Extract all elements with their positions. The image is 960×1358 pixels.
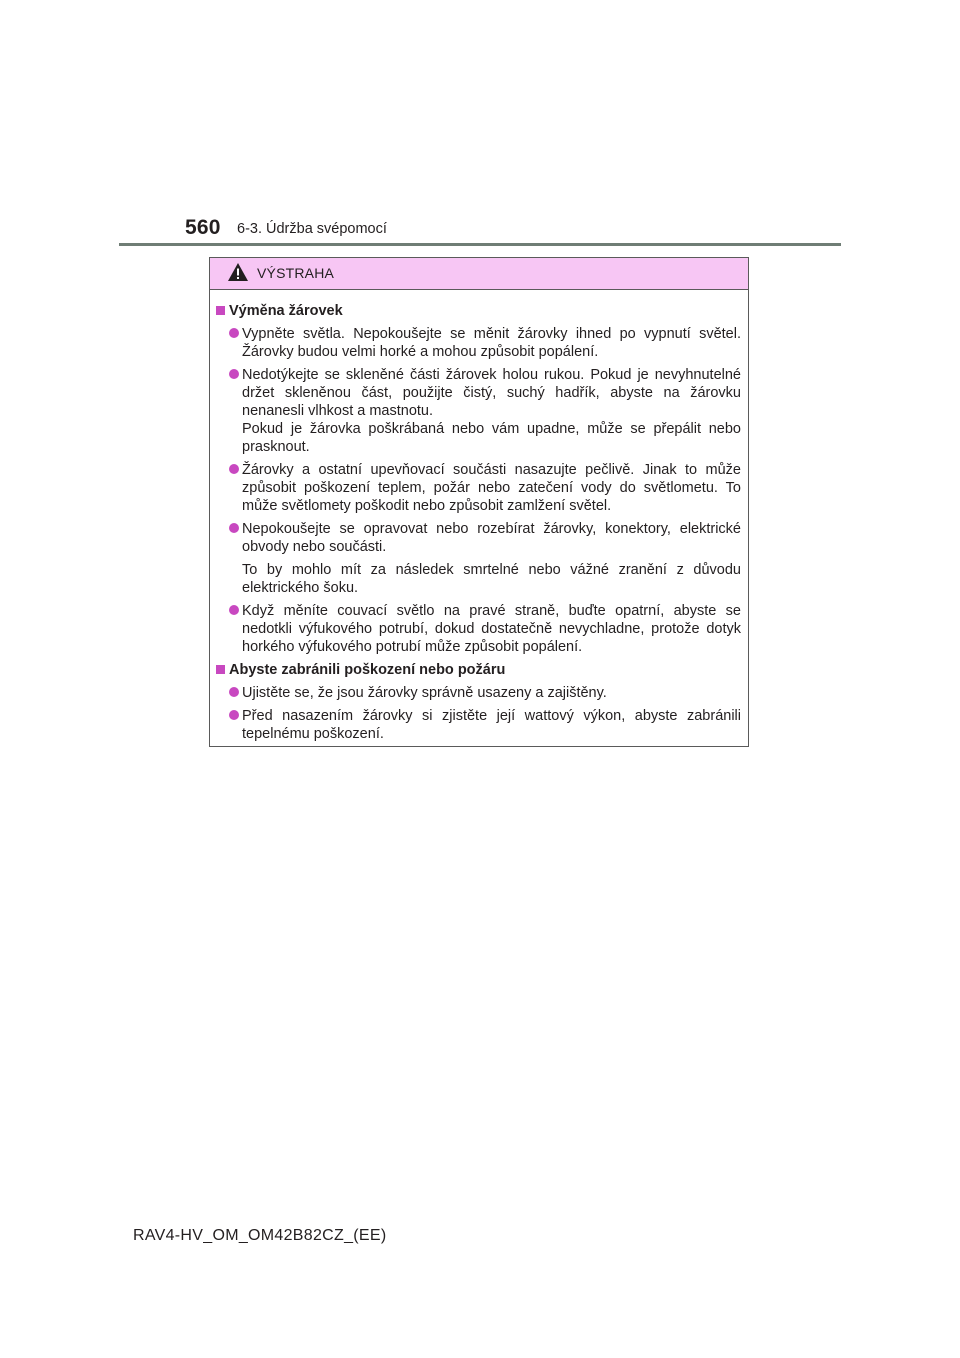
- circle-bullet-icon: [229, 464, 239, 474]
- circle-bullet-icon: [229, 328, 239, 338]
- circle-bullet-icon: [229, 687, 239, 697]
- item-text: Nedotýkejte se skleněné části žárovek holou rukou. Pokud je nevyhnutelné držet skleněnou část, použijte čistý, suchý hadřík, abyste na žárovku nenanesli vlhkost a mastnotu.: [242, 367, 741, 419]
- warning-label: VÝSTRAHA: [257, 265, 335, 281]
- warning-item: [216, 366, 741, 456]
- circle-bullet-icon: [229, 369, 239, 379]
- item-text: Když měníte couvací světlo na pravé straně, buďte opatrní, abyste se nedotkli výfukového potrubí, dokud dostatečně nevychladne, protože dotyk horkého výfukového potrubí může způsobit popálení.: [242, 603, 741, 655]
- circle-bullet-icon: [229, 523, 239, 533]
- warning-item: [216, 461, 741, 515]
- warning-item: [216, 684, 741, 702]
- warning-header: [210, 258, 748, 290]
- warning-item: [216, 707, 741, 743]
- warning-body: [210, 290, 748, 743]
- subheading-text: Výměna žárovek: [229, 303, 343, 319]
- square-bullet-icon: [216, 665, 225, 674]
- header-divider: [119, 243, 841, 246]
- circle-bullet-icon: [229, 710, 239, 720]
- warning-item: [216, 520, 741, 597]
- square-bullet-icon: [216, 306, 225, 315]
- item-text: Ujistěte se, že jsou žárovky správně usazeny a zajištěny.: [242, 685, 607, 701]
- warning-item: [216, 325, 741, 361]
- item-text: To by mohlo mít za následek smrtelné nebo vážné zranění z důvodu elektrického šoku.: [242, 562, 741, 596]
- warning-subheading: [216, 302, 741, 320]
- warning-subheading: [216, 661, 741, 679]
- circle-bullet-icon: [229, 605, 239, 615]
- page-number: 560: [185, 216, 221, 239]
- item-text: Vypněte světla. Nepokoušejte se měnit žárovky ihned po vypnutí světel. Žárovky budou velmi horké a mohou způsobit popálení.: [242, 326, 741, 360]
- item-text: Žárovky a ostatní upevňovací součásti nasazujte pečlivě. Jinak to může způsobit poškození teplem, požár nebo zatečení vody do světlometu. To může světlomety poškodit nebo způsobit zamlžení světel.: [242, 462, 741, 514]
- item-text: Pokud je žárovka poškrábaná nebo vám upadne, může se přepálit nebo prasknout.: [242, 421, 741, 455]
- item-text: Před nasazením žárovky si zjistěte její wattový výkon, abyste zabránili tepelnému poškození.: [242, 708, 741, 742]
- document-code: RAV4-HV_OM_OM42B82CZ_(EE): [133, 1227, 387, 1244]
- warning-triangle-icon: [227, 262, 249, 282]
- subheading-text: Abyste zabránili poškození nebo požáru: [229, 662, 506, 678]
- section-title: 6-3. Údržba svépomocí: [237, 221, 387, 237]
- warning-box: [209, 257, 749, 747]
- item-text: Nepokoušejte se opravovat nebo rozebírat žárovky, konektory, elektrické obvody nebo součásti.: [242, 521, 741, 555]
- warning-item: [216, 602, 741, 656]
